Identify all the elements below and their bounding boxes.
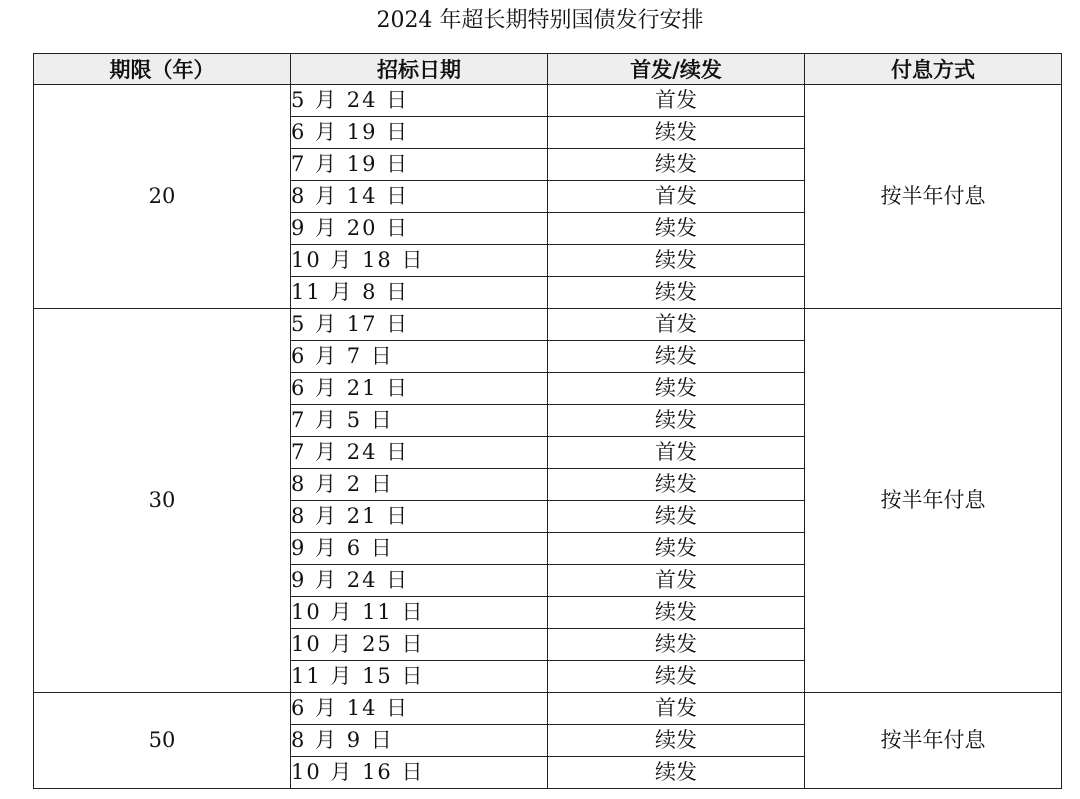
issue-type-cell: 续发 <box>548 533 805 565</box>
auction-date-cell: 7 月 19 日 <box>291 149 548 181</box>
auction-date-cell: 5 月 24 日 <box>291 85 548 117</box>
auction-date-cell: 9 月 6 日 <box>291 533 548 565</box>
auction-date-cell: 7 月 5 日 <box>291 405 548 437</box>
issue-type-cell: 首发 <box>548 85 805 117</box>
auction-date-cell: 8 月 9 日 <box>291 725 548 757</box>
payment-method-cell: 按半年付息 <box>805 693 1062 789</box>
payment-method-cell: 按半年付息 <box>805 309 1062 693</box>
auction-date-cell: 6 月 19 日 <box>291 117 548 149</box>
document-title: 2024 年超长期特别国债发行安排 <box>376 8 704 33</box>
auction-date-cell: 10 月 16 日 <box>291 757 548 789</box>
auction-date-cell: 8 月 14 日 <box>291 181 548 213</box>
auction-date-cell: 10 月 11 日 <box>291 597 548 629</box>
table-row <box>34 309 1062 341</box>
auction-date-cell: 9 月 20 日 <box>291 213 548 245</box>
auction-date-cell: 6 月 14 日 <box>291 693 548 725</box>
issue-type-cell: 首发 <box>548 693 805 725</box>
auction-date-cell: 5 月 17 日 <box>291 309 548 341</box>
issue-type-cell: 首发 <box>548 565 805 597</box>
issue-type-cell: 首发 <box>548 437 805 469</box>
header-auction-date: 招标日期 <box>291 54 548 85</box>
payment-method-cell: 按半年付息 <box>805 85 1062 309</box>
term-cell: 20 <box>34 85 291 309</box>
header-term: 期限（年） <box>34 54 291 85</box>
term-cell: 50 <box>34 693 291 789</box>
auction-date-cell: 6 月 7 日 <box>291 341 548 373</box>
bond-schedule-table <box>33 53 1062 789</box>
header-issue-type: 首发/续发 <box>548 54 805 85</box>
term-cell: 30 <box>34 309 291 693</box>
issue-type-cell: 续发 <box>548 245 805 277</box>
issue-type-cell: 续发 <box>548 501 805 533</box>
auction-date-cell: 8 月 21 日 <box>291 501 548 533</box>
table-body <box>34 85 1062 789</box>
issue-type-cell: 续发 <box>548 373 805 405</box>
issue-type-cell: 续发 <box>548 117 805 149</box>
issue-type-cell: 续发 <box>548 341 805 373</box>
issue-type-cell: 续发 <box>548 725 805 757</box>
issue-type-cell: 续发 <box>548 661 805 693</box>
issue-type-cell: 续发 <box>548 213 805 245</box>
issue-type-cell: 续发 <box>548 597 805 629</box>
table-header-row <box>34 54 1062 85</box>
issue-type-cell: 续发 <box>548 469 805 501</box>
issue-type-cell: 续发 <box>548 405 805 437</box>
issue-type-cell: 首发 <box>548 181 805 213</box>
auction-date-cell: 7 月 24 日 <box>291 437 548 469</box>
issue-type-cell: 续发 <box>548 149 805 181</box>
auction-date-cell: 11 月 15 日 <box>291 661 548 693</box>
auction-date-cell: 9 月 24 日 <box>291 565 548 597</box>
auction-date-cell: 6 月 21 日 <box>291 373 548 405</box>
auction-date-cell: 8 月 2 日 <box>291 469 548 501</box>
issue-type-cell: 续发 <box>548 757 805 789</box>
table-row <box>34 85 1062 117</box>
issue-type-cell: 续发 <box>548 629 805 661</box>
table-row <box>34 693 1062 725</box>
issue-type-cell: 续发 <box>548 277 805 309</box>
auction-date-cell: 10 月 18 日 <box>291 245 548 277</box>
issue-type-cell: 首发 <box>548 309 805 341</box>
header-payment-method: 付息方式 <box>805 54 1062 85</box>
auction-date-cell: 10 月 25 日 <box>291 629 548 661</box>
auction-date-cell: 11 月 8 日 <box>291 277 548 309</box>
